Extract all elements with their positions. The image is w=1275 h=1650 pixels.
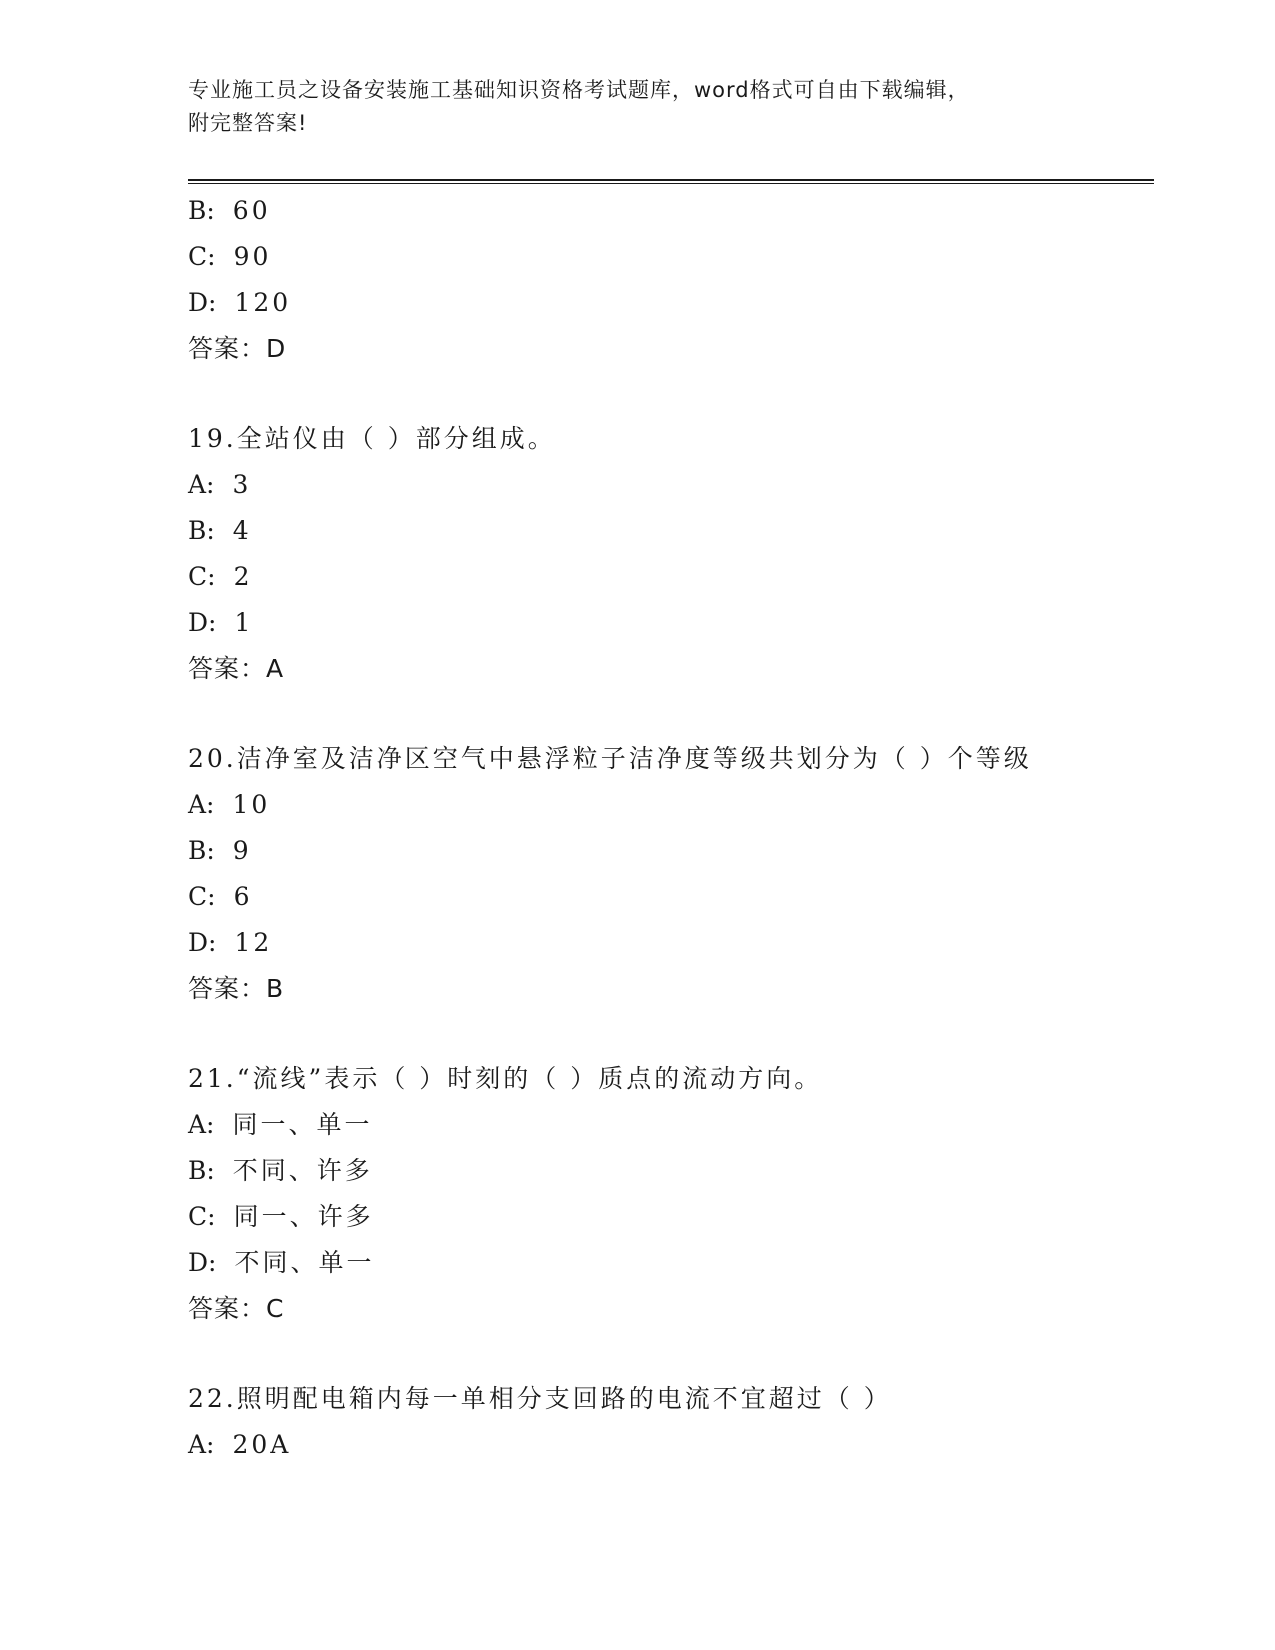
option-a: A: 10 bbox=[188, 790, 271, 819]
question-text: 20.洁净室及洁净区空气中悬浮粒子洁净度等级共划分为（ ）个等级 bbox=[188, 744, 1032, 773]
question-list bbox=[188, 188, 1154, 1468]
option-d: D: 120 bbox=[188, 288, 292, 317]
option-d: D: 1 bbox=[188, 608, 254, 637]
header-divider bbox=[188, 179, 1154, 184]
option-d: D: 不同、单一 bbox=[188, 1248, 375, 1277]
option-b: B: 不同、许多 bbox=[188, 1156, 373, 1185]
option-c: C: 2 bbox=[188, 562, 253, 591]
answer-line: 答案：B bbox=[188, 974, 285, 1003]
option-c: C: 90 bbox=[188, 242, 272, 271]
answer-line: 答案：A bbox=[188, 654, 285, 683]
option-c: C: 同一、许多 bbox=[188, 1202, 374, 1231]
question-block bbox=[188, 736, 1154, 1012]
question-text: 19.全站仪由（ ）部分组成。 bbox=[188, 424, 556, 453]
header-line-2: 附完整答案! bbox=[188, 111, 308, 135]
header-line-1: 专业施工员之设备安装施工基础知识资格考试题库，word格式可自由下载编辑， bbox=[188, 78, 970, 102]
question-block bbox=[188, 188, 1154, 372]
option-b: B: 4 bbox=[188, 516, 252, 545]
question-block bbox=[188, 416, 1154, 692]
option-a: A: 20A bbox=[188, 1430, 292, 1459]
question-block bbox=[188, 1056, 1154, 1332]
option-a: A: 3 bbox=[188, 470, 252, 499]
option-a: A: 同一、单一 bbox=[188, 1110, 373, 1139]
question-text: 22.照明配电箱内每一单相分支回路的电流不宜超过（ ） bbox=[188, 1384, 892, 1413]
option-d: D: 12 bbox=[188, 928, 273, 957]
answer-line: 答案：D bbox=[188, 334, 287, 363]
question-text: 21.“流线”表示（ ）时刻的（ ）质点的流动方向。 bbox=[188, 1064, 823, 1093]
answer-line: 答案：C bbox=[188, 1294, 285, 1323]
document-header bbox=[188, 74, 1068, 140]
option-b: B: 60 bbox=[188, 196, 271, 225]
question-block bbox=[188, 1376, 1154, 1468]
option-b: B: 9 bbox=[188, 836, 252, 865]
option-c: C: 6 bbox=[188, 882, 253, 911]
